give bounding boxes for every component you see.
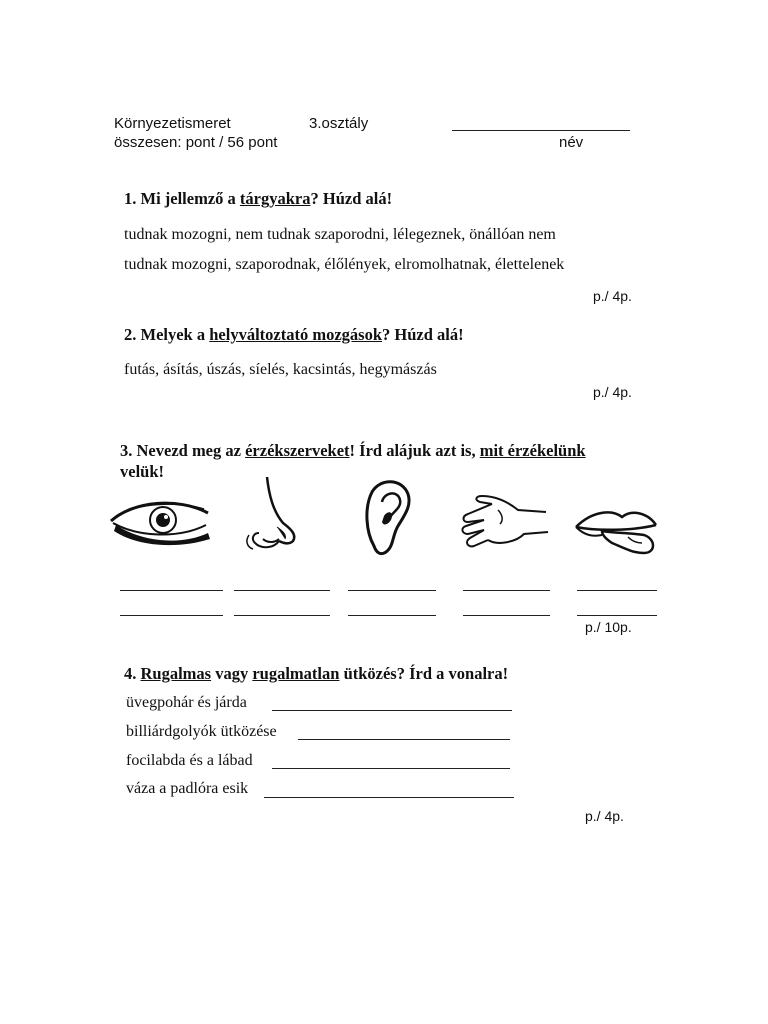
- q3-title-keyword1: érzékszerveket: [245, 441, 350, 460]
- q2-title-post: ? Húzd alá!: [382, 325, 464, 344]
- total-score-label: összesen: pont / 56 pont: [114, 134, 278, 151]
- grade-label: 3.osztály: [309, 115, 369, 132]
- q3-answer-line-nose-organ[interactable]: [234, 590, 330, 591]
- ear-icon: [360, 476, 415, 556]
- q3-title-pre: 3. Nevezd meg az: [120, 441, 246, 460]
- hand-icon: [458, 490, 550, 552]
- q4-answer-line-4[interactable]: [264, 797, 514, 798]
- q4-item-3: focilabda és a lábad: [126, 752, 253, 769]
- q2-points: p./ 4p.: [593, 384, 632, 400]
- q3-title: [120, 441, 586, 461]
- q1-title-post: ? Húzd alá!: [310, 189, 393, 208]
- nose-icon: [243, 475, 303, 553]
- q3-answer-line-hand-sense[interactable]: [463, 615, 550, 616]
- name-line[interactable]: [452, 130, 630, 131]
- q1-title-keyword: tárgyakra: [239, 189, 311, 208]
- q4-title: [124, 664, 508, 684]
- q2-title-keyword: helyváltoztató mozgások: [209, 325, 383, 344]
- q4-title-pre: 4.: [124, 664, 141, 683]
- tongue-icon: [572, 505, 660, 557]
- q3-answer-line-nose-sense[interactable]: [234, 615, 330, 616]
- q4-answer-line-1[interactable]: [272, 710, 512, 711]
- q3-title-line2: velük!: [120, 462, 165, 481]
- subject-label: Környezetismeret: [114, 115, 231, 132]
- q4-answer-line-2[interactable]: [298, 739, 510, 740]
- q4-item-1: üvegpohár és járda: [126, 694, 247, 711]
- q4-title-post: ütközés? Írd a vonalra!: [339, 664, 509, 683]
- q3-answer-line-tongue-sense[interactable]: [577, 615, 657, 616]
- q1-title: [124, 189, 392, 209]
- q3-answer-line-tongue-organ[interactable]: [577, 590, 657, 591]
- q3-title-keyword2: mit érzékelünk: [479, 441, 586, 460]
- q4-item-4: váza a padlóra esik: [126, 780, 249, 797]
- q3-answer-line-hand-organ[interactable]: [463, 590, 550, 591]
- eye-icon: [108, 495, 213, 550]
- q4-item-2: billiárdgolyók ütközése: [126, 723, 277, 740]
- q3-answer-line-ear-organ[interactable]: [348, 590, 436, 591]
- q3-answer-line-ear-sense[interactable]: [348, 615, 436, 616]
- q1-options-line2[interactable]: tudnak mozogni, szaporodnak, élőlények, elromolhatnak, élettelenek: [124, 256, 565, 273]
- q3-answer-line-eye-organ[interactable]: [120, 590, 223, 591]
- q4-title-keyword2: rugalmatlan: [252, 664, 340, 683]
- q4-title-mid: vagy: [211, 664, 253, 683]
- q4-answer-line-3[interactable]: [272, 768, 510, 769]
- q1-title-pre: 1. Mi jellemző a: [124, 189, 240, 208]
- q4-title-keyword1: Rugalmas: [140, 664, 212, 683]
- q2-title: [124, 325, 464, 345]
- q3-points: p./ 10p.: [585, 619, 632, 635]
- q2-title-pre: 2. Melyek a: [124, 325, 210, 344]
- q2-options[interactable]: futás, ásítás, úszás, síelés, kacsintás, hegymászás: [124, 361, 437, 378]
- q3-title-mid: ! Írd alájuk azt is,: [349, 441, 480, 460]
- name-label: név: [559, 134, 584, 151]
- q1-points: p./ 4p.: [593, 288, 632, 304]
- q1-options-line1[interactable]: tudnak mozogni, nem tudnak szaporodni, lélegeznek, önállóan nem: [124, 226, 556, 243]
- q4-points: p./ 4p.: [585, 808, 624, 824]
- q3-answer-line-eye-sense[interactable]: [120, 615, 223, 616]
